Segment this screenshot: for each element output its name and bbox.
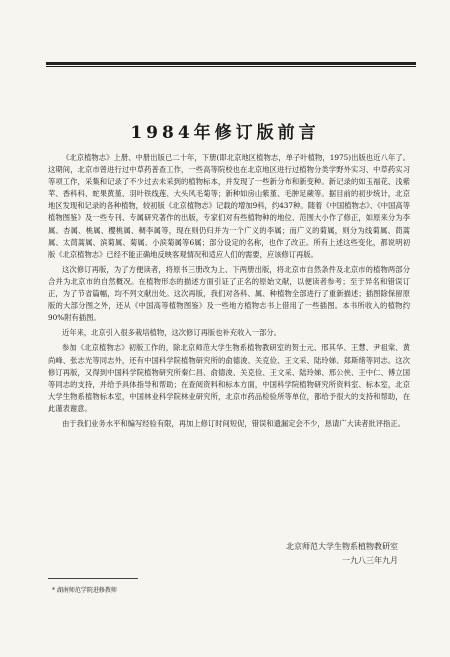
paragraph: 参加《北京植物志》初版工作的，除北京师范大学生物系植物教研室的贺士元、邢其华、王慧、尹祖棠、黄尚峰、张志光等同志外，还有中国科学院植物研究所的俞德浚、关克俭、王文采、陆玲娣、郑斯绪等同志。这次修订再版，又得到中国科学院植物研究所秦仁昌、俞德浚、关克俭、王文采、陆玲娣、邢公侠、王中仁、傅立国等同志的支持，并给予具体指导和帮助；在查阅资料和标本方面，中国科学院植物研究所资料室、标本室，北京大学生物系植物标本室，中国林业科学院林业研究所，北京市药品检验所等单位，都给予很大的支持和帮助，在此谨表谢意。 — [48, 343, 410, 413]
paragraph: 近年来，北京引入很多栽培植物，这次修订再版也补充收入一部分。 — [62, 328, 281, 338]
page-title: 1984年修订版前言 — [130, 123, 320, 143]
top-rule — [46, 62, 416, 65]
signature-date: 一九八三年九月 — [342, 556, 398, 565]
top-rule-thin — [46, 66, 416, 67]
preface-body — [48, 152, 410, 433]
footnote-rule — [48, 578, 138, 579]
signature-block — [286, 540, 398, 568]
paragraph: 《北京植物志》上册、中册出版已二十年，下册(即北京地区植物志，单子叶植物，1975)出版也近八年了。这期间，北京市曾进行过中草药普查工作，一些高等院校也在北京地区进行过植物分类学野外实习、中草药实习等项工作，采集和记录了不少过去未采到的植物标本，并发现了一些新分布和新变种。新记录的如玉福花、浅紫苹、香科科、蛇果黄堇、羽叶铁线莲、大头风毛菊等；新种如房山紫堇、毛肿足蕨等。据目前的初步统计，北京地区发现和记录的各种植物，较初版《北京植物志》记载的增加9科，约437种。随着《中国植物志》、《中国高等植物图鉴》及一些专刊、专属研究著作的出版，专家们对有些植物种的地位、范围大小作了修正，如原来分为李属、杏属、桃属、樱桃属、稠李属等，现在则仍归并为一个广义的李属；而广义的菊属，则分为线菊属、茼蒿属、太茼蒿属、滨菊属、菊属、小滨菊属等6属；部分设定的名称，也作了改正。所有上述这些变化，都说明初版《北京植物志》已经不能正确地反映客观情况和适应人们的需要，应该修订再版。 — [48, 153, 410, 259]
signature-org: 北京师范大学生物系植物教研室 — [286, 542, 398, 551]
paragraph: 由于我们业务水平和编写经验有限，再加上修订时间短促，错误和遗漏定会不少，恳请广大读者批评指正。 — [62, 418, 405, 428]
footnote: * 湖南师范学院进修教师 — [52, 587, 117, 594]
paragraph: 这次修订再版，为了方便读者，将原书三册改为上、下两册出版，将北京市自然条件及北京市的植物两部分合并为北京市的自然概况。在植物形态的描述方面引证了正名的原始文献，以便读者参考；至于异名和错误订正，为了节省篇幅，均不列文献出处。这次再版，我们对各科、属、种植物全部进行了重新描述；插图除保留原版的大部分图之外，还从《中国高等植物图鉴》及一些地方植物志书上借用了一些插图。本书所收入的植物约90%附有插图。 — [48, 264, 410, 323]
